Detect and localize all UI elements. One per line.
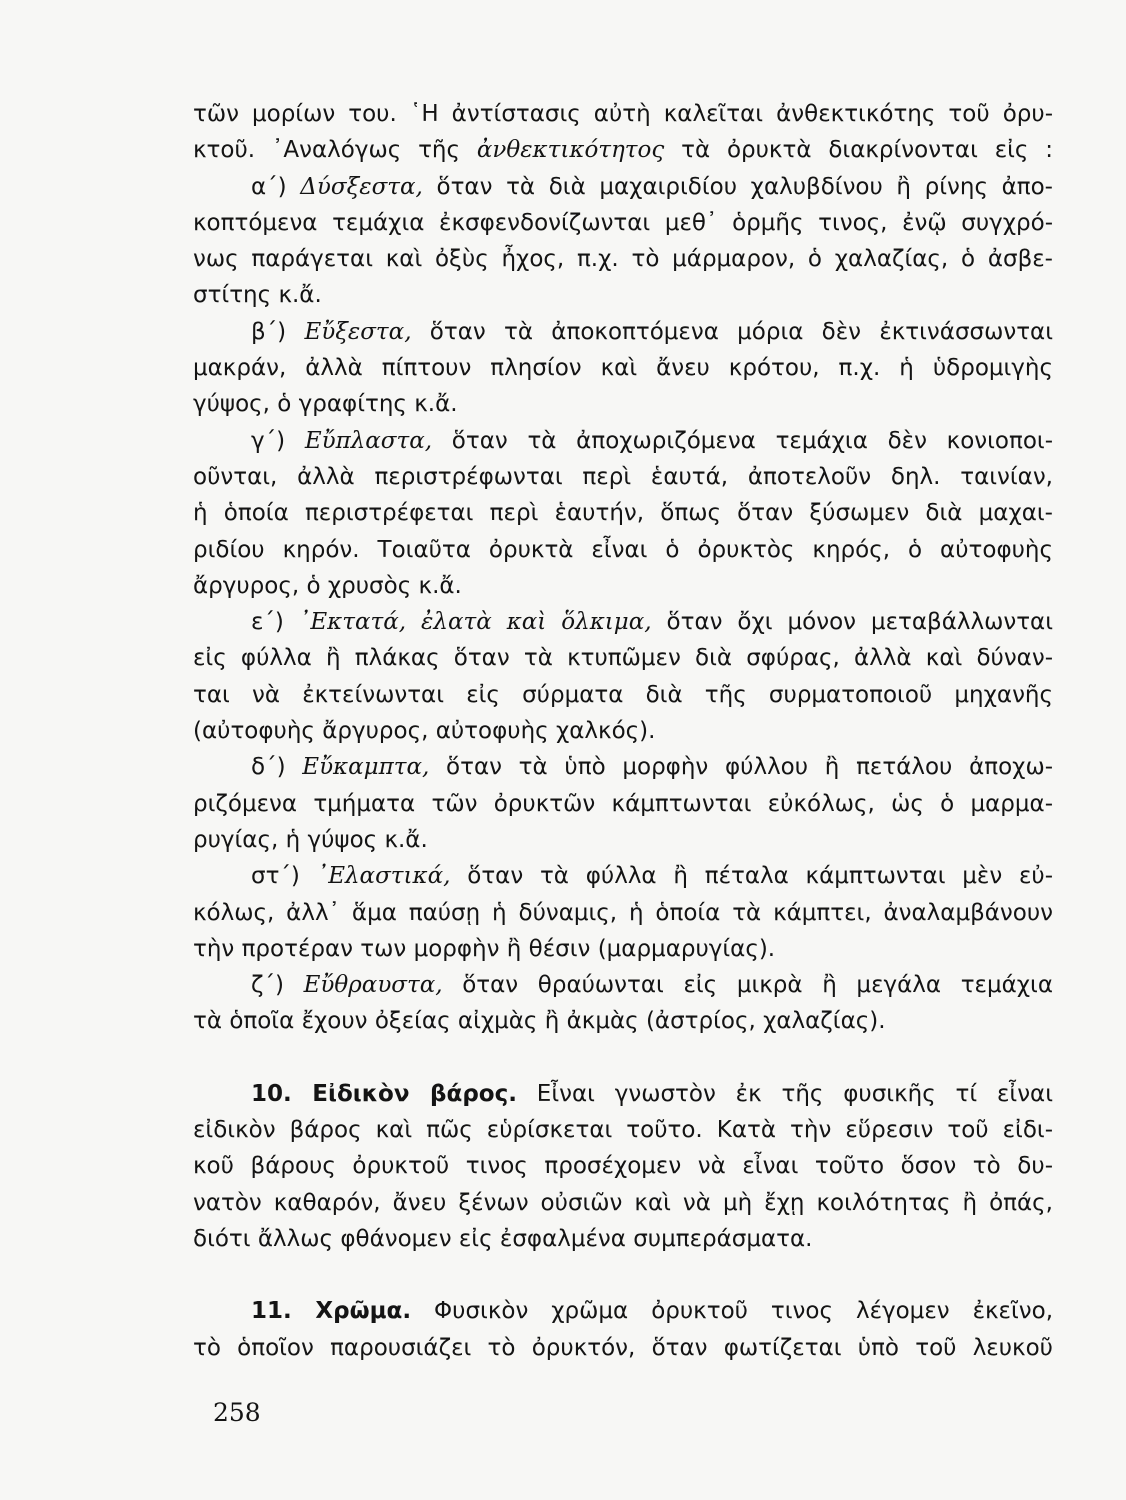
text-line: ριζόμενα τμήματα τῶν ὀρυκτῶν κάμπτωνται εὐκόλως, ὡς ὁ μαρμα- <box>193 790 1053 817</box>
text-line: εἰς φύλλα ἢ πλάκας ὅταν τὰ κτυπῶμεν διὰ σφύρας, ἀλλὰ καὶ δύναν- <box>193 645 1053 672</box>
text-line: κόλως, ἀλλ᾿ ἅμα παύσῃ ἡ δύναμις, ἡ ὁποία τὰ κάμπτει, ἀναλαμβάνουν <box>193 899 1053 926</box>
text-line: ριδίου κηρόν. Τοιαῦτα ὀρυκτὰ εἶναι ὁ ὀρυκτὸς κηρός, ὁ αὐτοφυὴς <box>193 536 1053 563</box>
text-line: εἰδικὸν βάρος καὶ πῶς εὑρίσκεται τοῦτο. Κατὰ τὴν εὕρεσιν τοῦ εἰδι- <box>193 1117 1053 1144</box>
item-e: ε΄) ᾿Εκτατά, ἐλατὰ καὶ ὅλκιμα, ὅταν ὄχι μόνον μεταβάλλωνται <box>251 609 1053 636</box>
term: Δύσξεστα, <box>300 173 423 200</box>
text-line: ρυγίας, ἡ γύψος κ.ἄ. <box>193 826 428 853</box>
item-z: ζ΄) Εὔθραυστα, ὅταν θραύωνται εἰς μικρὰ ἢ μεγάλα τεμάχια <box>251 972 1053 999</box>
section-11: 11. Χρῶμα. Φυσικὸν χρῶμα ὀρυκτοῦ τινος λέγομεν ἐκεῖνο, <box>251 1298 1054 1325</box>
text-line: ἡ ὁποία περιστρέφεται περὶ ἑαυτήν, ὅπως ὅταν ξύσωμεν διὰ μαχαι- <box>193 500 1053 527</box>
section-heading: 10. Εἰδικὸν βάρος. <box>251 1080 517 1107</box>
section-10: 10. Εἰδικὸν βάρος. Εἶναι γνωστὸν ἐκ τῆς φυσικῆς τί εἶναι <box>251 1080 1054 1107</box>
term: Εὔπλαστα, <box>304 427 433 454</box>
page-number: 258 <box>213 1398 261 1427</box>
item-a: α΄) Δύσξεστα, ὅταν τὰ διὰ μαχαιριδίου χαλυβδίνου ἢ ρίνης ἀπο- <box>251 173 1053 200</box>
text-line: κτοῦ. ᾿Αναλόγως τῆς ἀνθεκτικότητος τὰ ὀρυκτὰ διακρίνονται εἰς : <box>193 137 1053 164</box>
item-c: γ΄) Εὔπλαστα, ὅταν τὰ ἀποχωριζόμενα τεμάχια δὲν κονιοποι- <box>251 427 1053 454</box>
text-line: στίτης κ.ἄ. <box>193 282 322 309</box>
text-line: οῦνται, ἀλλὰ περιστρέφωνται περὶ ἑαυτά, ἀποτελοῦν δηλ. ταινίαν, <box>193 463 1053 490</box>
text-line: τὰ ὁποῖα ἔχουν ὀξείας αἰχμὰς ἢ ἀκμὰς (ἀστρίος, χαλαζίας). <box>193 1008 886 1035</box>
text-line: γύψος, ὁ γραφίτης κ.ἄ. <box>193 391 458 418</box>
term: Εὔξεστα, <box>304 318 412 345</box>
item-st: στ΄) ᾿Ελαστικά, ὅταν τὰ φύλλα ἢ πέταλα κάμπτωνται μὲν εὐ- <box>251 863 1053 890</box>
text-line: νως παράγεται καὶ ὀξὺς ἦχος, π.χ. τὸ μάρμαρον, ὁ χαλαζίας, ὁ ἀσβε- <box>193 246 1053 273</box>
text-line: τὴν προτέραν των μορφὴν ἢ θέσιν (μαρμαρυγίας). <box>193 935 776 962</box>
item-b: β΄) Εὔξεστα, ὅταν τὰ ἀποκοπτόμενα μόρια δὲν ἐκτινάσσωνται <box>251 318 1053 345</box>
text-line: τὸ ὁποῖον παρουσιάζει τὸ ὀρυκτόν, ὅταν φωτίζεται ὑπὸ τοῦ λευκοῦ <box>193 1334 1053 1361</box>
paragraph-gap <box>193 1257 1053 1293</box>
text-line: κοῦ βάρους ὀρυκτοῦ τινος προσέχομεν νὰ εἶναι τοῦτο ὅσον τὸ δυ- <box>193 1153 1053 1180</box>
text-line: τῶν μορίων του. ῾Η ἀντίστασις αὐτὴ καλεῖται ἀνθεκτικότης τοῦ ὀρυ- <box>193 101 1053 127</box>
item-d: δ΄) Εὔκαμπτα, ὅταν τὰ ὑπὸ μορφὴν φύλλου ἢ πετάλου ἀποχω- <box>251 754 1054 781</box>
text-line: μακράν, ἀλλὰ πίπτουν πλησίον καὶ ἄνευ κρότου, π.χ. ἡ ὑδρομιγὴς <box>193 355 1053 382</box>
paragraph-gap <box>193 1040 1053 1076</box>
text-line: ται νὰ ἐκτείνωνται εἰς σύρματα διὰ τῆς συρματοποιοῦ μηχανῆς <box>193 681 1053 708</box>
text-line: κοπτόμενα τεμάχια ἐκσφενδονίζωνται μεθ᾿ ὁρμῆς τινος, ἐνῷ συγχρό- <box>193 209 1053 236</box>
text-line: νατὸν καθαρόν, ἄνευ ξένων οὐσιῶν καὶ νὰ μὴ ἔχῃ κοιλότητας ἢ ὀπάς, <box>193 1189 1053 1216</box>
text-line: ἄργυρος, ὁ χρυσὸς κ.ἄ. <box>193 572 462 599</box>
body-text <box>193 96 1053 1366</box>
term: Εὔκαμπτα, <box>302 754 430 781</box>
term: ᾿Ελαστικά, <box>316 863 451 890</box>
term: ᾿Εκτατά, ἐλατὰ καὶ ὅλκιμα, <box>298 609 652 636</box>
section-heading: 11. Χρῶμα. <box>251 1298 412 1325</box>
term: Εὔθραυστα, <box>303 972 443 999</box>
text-line: διότι ἄλλως φθάνομεν εἰς ἐσφαλμένα συμπεράσματα. <box>193 1225 813 1252</box>
text-line: (αὐτοφυὴς ἄργυρος, αὐτοφυὴς χαλκός). <box>193 718 656 745</box>
